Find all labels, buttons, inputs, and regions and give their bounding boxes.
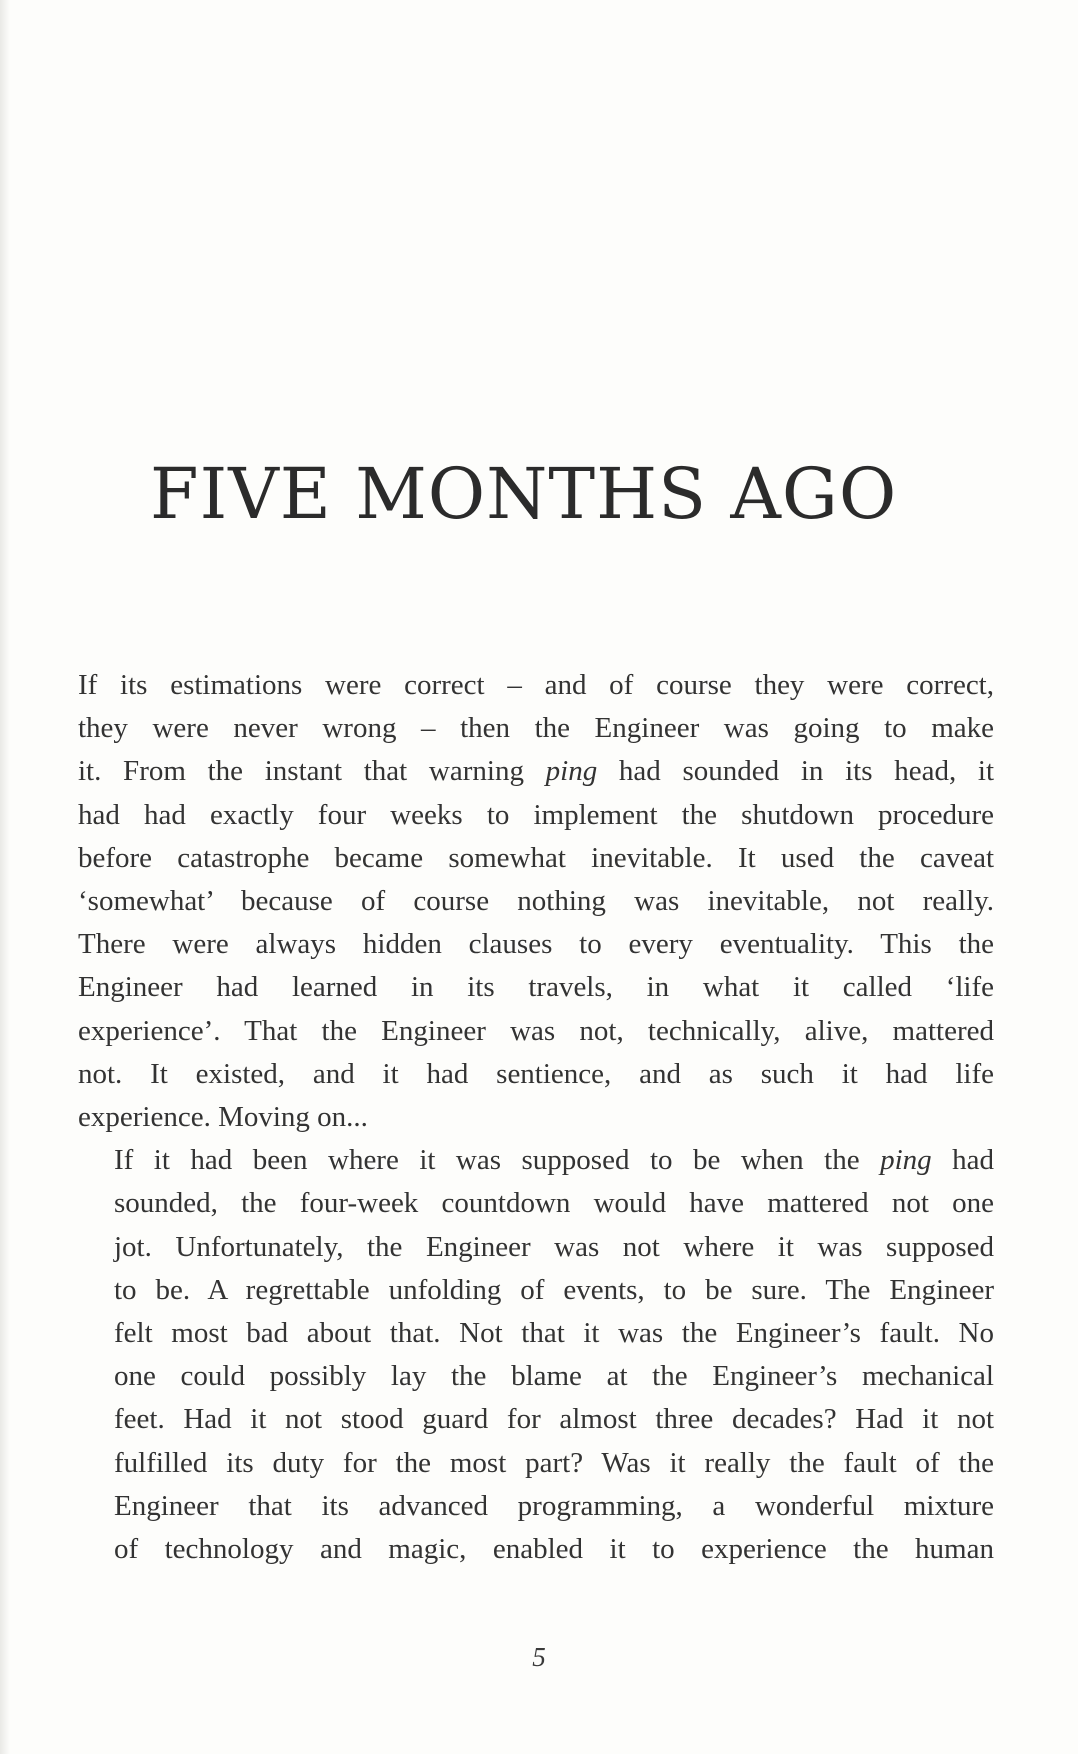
text-line: sounded, the four-week countdown would have mattered not one xyxy=(114,1187,994,1220)
text-line: to be. A regrettable unfolding of events, to be sure. The Engineer xyxy=(114,1273,994,1306)
chapter-title: FIVE MONTHS AGO xyxy=(150,453,898,535)
emphasis-ping: ping xyxy=(880,1144,932,1177)
text-line: experience’. That the Engineer was not, technically, alive, mattered xyxy=(78,1014,994,1047)
text-line: experience. Moving on... xyxy=(78,1101,368,1134)
page-number: 5 xyxy=(532,1642,546,1672)
text-line: one could possibly lay the blame at the Engineer’s mechanical xyxy=(114,1360,994,1393)
body-text xyxy=(78,664,994,1571)
text-line: before catastrophe became somewhat inevitable. It used the caveat xyxy=(78,841,994,874)
text-line: If its estimations were correct – and of course they were correct, xyxy=(78,669,994,701)
paragraph-2 xyxy=(78,1139,994,1571)
paragraph-1 xyxy=(78,664,994,1139)
text-line: There were always hidden clauses to every eventuality. This the xyxy=(78,928,994,961)
text-line: not. It existed, and it had sentience, and as such it had life xyxy=(78,1057,994,1090)
text-line: feet. Had it not stood guard for almost three decades? Had it not xyxy=(114,1403,994,1436)
text-line: had had exactly four weeks to implement the shutdown procedure xyxy=(78,798,994,831)
text-line: jot. Unfortunately, the Engineer was not where it was supposed xyxy=(114,1230,994,1263)
text-line: it. From the instant that warning ping had sounded in its head, it xyxy=(78,755,995,788)
text-line: Engineer had learned in its travels, in what it called ‘life xyxy=(78,971,994,1004)
text-line: felt most bad about that. Not that it was the Engineer’s fault. No xyxy=(114,1317,994,1350)
text-line: fulfilled its duty for the most part? Was it really the fault of the xyxy=(114,1446,994,1479)
emphasis-ping: ping xyxy=(545,755,598,788)
page-gutter-shadow xyxy=(0,0,10,1754)
text-line: of technology and magic, enabled it to experience the human xyxy=(114,1533,994,1566)
text-line: ‘somewhat’ because of course nothing was inevitable, not really. xyxy=(78,885,994,918)
text-line: Engineer that its advanced programming, a wonderful mixture xyxy=(114,1489,994,1522)
text-line: If it had been where it was supposed to be when the ping had xyxy=(114,1144,995,1177)
text-line: they were never wrong – then the Engineer was going to make xyxy=(78,712,994,745)
